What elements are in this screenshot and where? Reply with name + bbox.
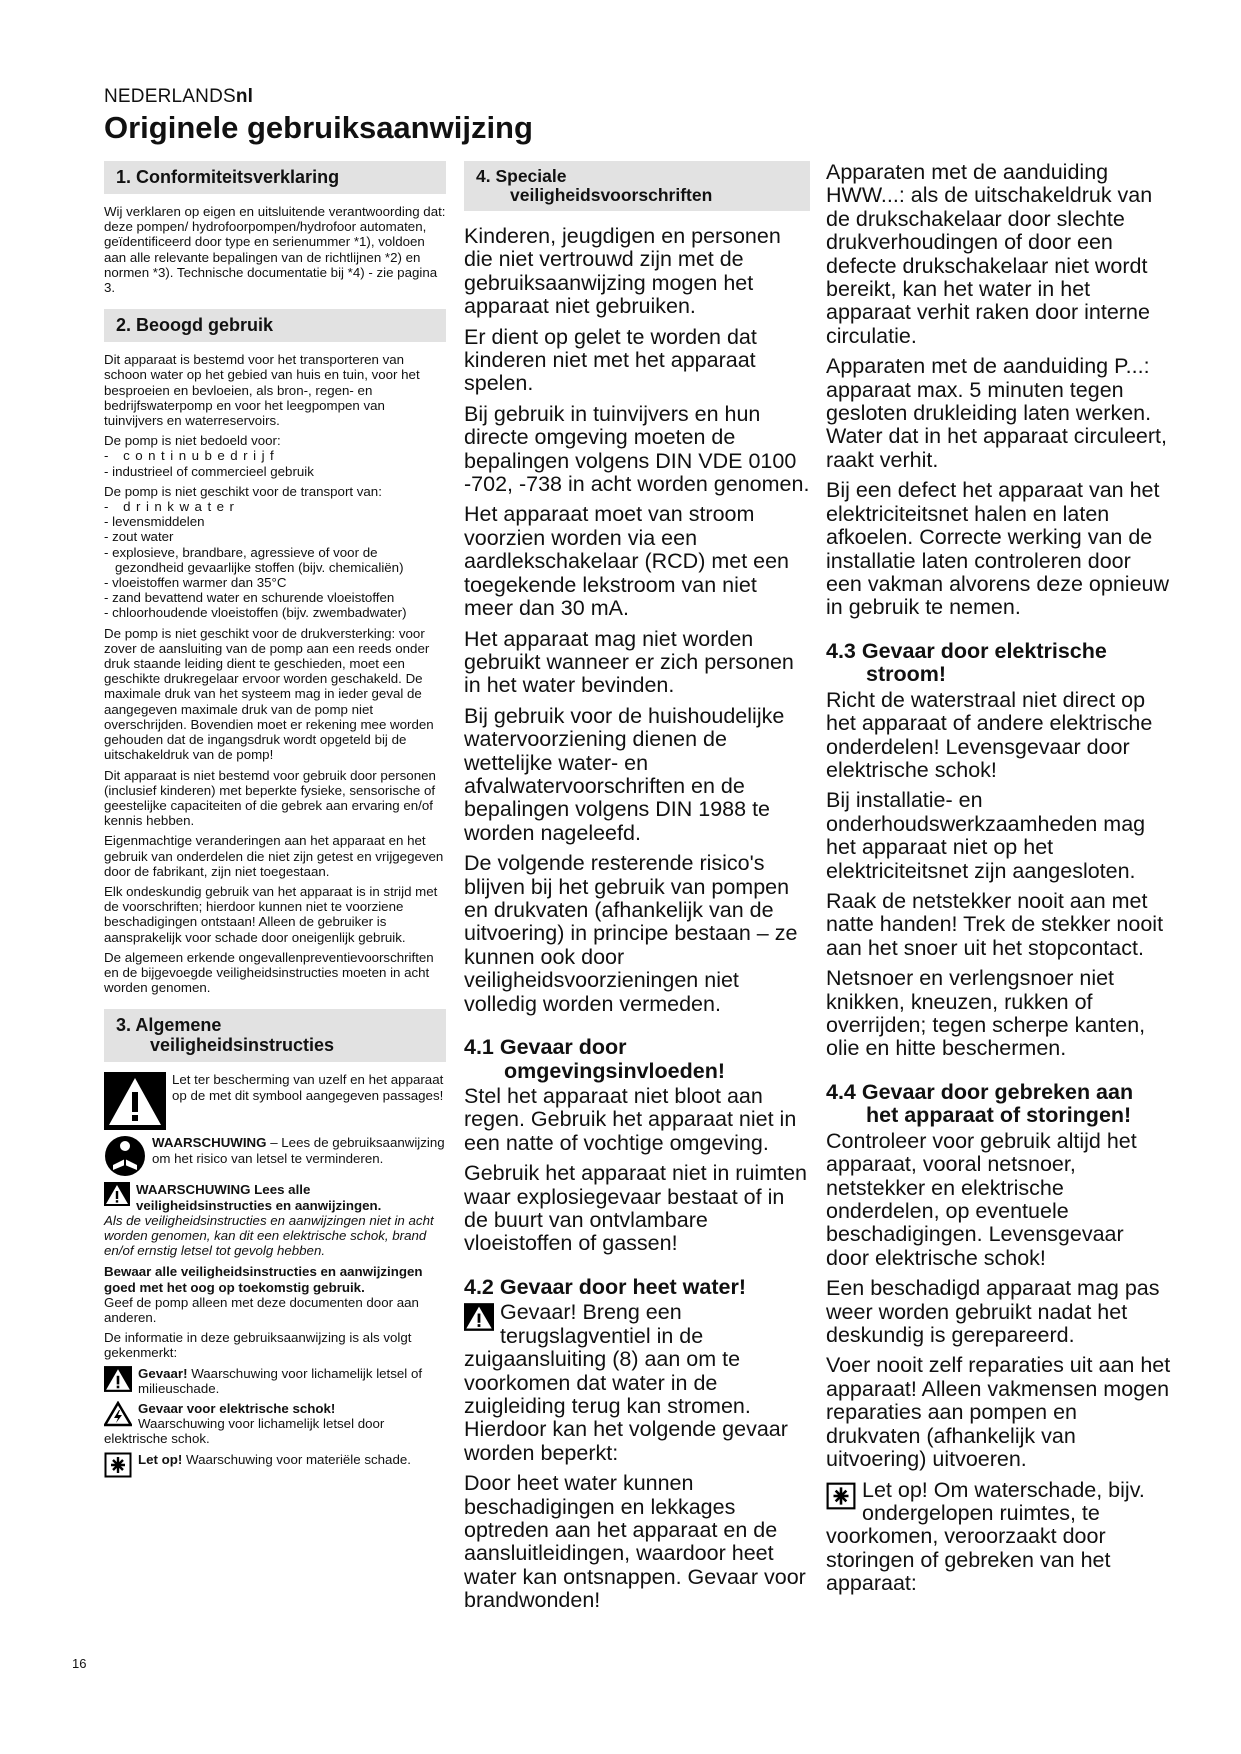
page-number: 16 [72, 1656, 87, 1671]
paragraph: Apparaten met de aanduiding HWW...: als de uitschakeldruk van de drukschakelaar door slechte drukverhoudingen of door een defecte drukschakelaar niet wordt bereikt, kan het water in het apparaat verhit raken door interne circulatie. [826, 160, 1153, 348]
language-code: nl [235, 86, 254, 107]
note-legend [104, 1452, 446, 1478]
keep-instructions [104, 1264, 446, 1325]
warning-triangle-icon [464, 1303, 494, 1331]
keep-instructions-text: Geef de pomp alleen met deze documenten door aan anderen. [104, 1294, 419, 1325]
section-heading-4-line2: veiligheidsvoorschriften [510, 185, 713, 205]
paragraph: Het apparaat moet van stroom voorzien worden via een aardlekschakelaar (RCD) met een toegekende lekstroom van niet meer dan 30 mA. [464, 502, 790, 621]
section-heading-3 [104, 1009, 446, 1062]
subsection-heading-line2: stroom! [866, 662, 947, 687]
not-intended-intro: De pomp is niet bedoeld voor: [104, 433, 281, 449]
paragraph: Stel het apparaat niet bloot aan regen. Gebruik het apparaat niet in een natte of vochtige omgeving. [464, 1084, 797, 1155]
paragraph: Apparaten met de aanduiding P...: apparaat max. 5 minuten tegen gesloten drukleiding laten werken. Water dat in het apparaat circuleert, raakt verhit. [826, 354, 1167, 472]
info-text: De informatie in deze gebruiksaanwijzing is als volgt gekenmerkt: [104, 1330, 412, 1361]
section-heading-4 [464, 161, 810, 211]
pressure-text: De pomp is niet geschikt voor de drukversterking: voor zover de aansluiting van de pomp aan een reeds onder druk staande leiding dient te geschieden, moet een geschikte drukregelaar ervoor worden geschakeld. De maximale druk van het systeem mag in ieder geval de aangegeven maximale druk van de pomp niet overschrijden. Bovendien moet er rekening mee worden gehouden dat de ingangsdruk wordt opgeteld bij de uitschakeldruk van de pomp! [104, 625, 434, 763]
symbol-notice-text: Let ter bescherming van uzelf en het apparaat op de met dit symbool aangegeven passages! [172, 1072, 444, 1103]
list-item: - drinkwater [104, 499, 240, 515]
language-name: NEDERLANDS [104, 86, 236, 107]
page-title: Originele gebruiksaanwijzing [104, 110, 533, 145]
paragraph: Bij gebruik voor de huishoudelijke watervoorziening dienen de wettelijke water- en afvalwatervoorschriften en de bepalingen volgens DIN 1988 te worden nageleefd. [464, 703, 785, 845]
warning-triangle-icon [104, 1182, 130, 1206]
note-legend-bold: Let op! [138, 1451, 183, 1467]
section-heading-3-line1: 3. Algemene [116, 1015, 222, 1036]
warning-triangle-icon [104, 1366, 132, 1392]
language-label [104, 86, 253, 108]
danger-legend-bold: Gevaar! [138, 1365, 188, 1381]
water-damage-note-text: Let op! Om waterschade, bijv. ondergelopen ruimtes, te voorkomen, veroorzaakt door storingen of gebreken van het apparaat: [826, 1477, 1145, 1596]
improper-use-text: Elk ondeskundig gebruik van het apparaat is in strijd met de voorschriften; hierdoor kunnen niet te voorziene beschadigingen ontstaan! Alleen de gebruiker is aansprakelijk voor schade door oneigenlijk gebruik. [104, 883, 438, 945]
column-3 [826, 161, 1172, 1603]
paragraph: Raak de netstekker nooit aan met natte handen! Trek de stekker nooit aan het snoer uit het stopcontact. [826, 888, 1164, 960]
intended-use-text: Dit apparaat is bestemd voor het transporteren van schoon water op het gebied van huis en tuin, voor het besproeien en bevloeien, als bron-, regen- en bedrijfswaterpomp en voor het leegpompen van tuinvijvers en waterreservoirs. [104, 352, 420, 429]
symbol-notice [104, 1072, 446, 1130]
electric-legend-bold: Gevaar voor elektrische schok! [138, 1400, 336, 1416]
conformity-text: Wij verklaren op eigen en uitsluitende verantwoording dat: deze pompen/ hydrofoorpompen/hydrofoor automaten, geïdentificeerd door type en serienummer *1), voldoen aan alle relevante bepalingen van de richtlijnen *2) en normen *3). Technische documentatie bij *4) - zie pagina 3. [104, 204, 446, 296]
hot-water-danger-text: Gevaar! Breng een terugslagventiel in de zuigaansluiting (8) aan om te voorkomen dat water in de zuigleiding terug kan stromen. Hierdoor kan het volgende gevaar worden beperkt: [464, 1300, 788, 1465]
hot-water-danger [464, 1301, 810, 1465]
water-damage-note [826, 1479, 1172, 1596]
attention-star-icon [826, 1482, 856, 1510]
accident-prevention-text: De algemeen erkende ongevallenpreventievoorschriften en de bijgevoegde veiligheidsinstructies moeten in acht worden genomen. [104, 949, 434, 996]
electric-legend-text: Waarschuwing voor lichamelijk letsel door elektrische schok. [104, 1416, 385, 1447]
electric-legend [104, 1401, 446, 1447]
not-suitable-intro: De pomp is niet geschikt voor de transport van: [104, 483, 382, 499]
subsection-heading-4-1 [464, 1036, 810, 1083]
subsection-heading-4-2: 4.2 Gevaar door heet water! [464, 1274, 746, 1299]
section-heading-1: 1. Conformiteitsverklaring [104, 161, 446, 194]
list-item: - vloeistoffen warmer dan 35°C [104, 575, 287, 591]
list-item: - explosieve, brandbare, agressieve of voor de gezondheid gevaarlijke stoffen (bijv. chemicaliën) [104, 544, 404, 575]
read-manual-text: – Lees de gebruiksaanwijzing om het risico van letsel te verminderen. [152, 1135, 445, 1166]
paragraph: Voer nooit zelf reparaties uit aan het apparaat! Alleen vakmensen mogen reparaties aan pompen en drukvaten (afhankelijk van uitvoering) uitvoeren. [826, 1353, 1171, 1472]
keep-instructions-bold: Bewaar alle veiligheidsinstructies en aanwijzingen goed met het oog op toekomstig gebruik. [104, 1264, 423, 1295]
read-manual-bold: WAARSCHUWING [152, 1135, 267, 1151]
section-heading-2: 2. Beoogd gebruik [104, 309, 446, 342]
persons-text: Dit apparaat is niet bestemd voor gebruik door personen (inclusief kinderen) met beperkte fysieke, sensorische of geestelijke capaciteiten of die gebrek aan ervaring en/of kennis hebben. [104, 767, 436, 829]
list-item: - levensmiddelen [104, 514, 205, 530]
general-warning-italic: Als de veiligheidsinstructies en aanwijzingen niet in acht worden genomen, kan dit een elektrische schok, brand en/of ernstig letsel tot gevolg hebben. [104, 1212, 434, 1259]
paragraph: Bij een defect het apparaat van het elektriciteitsnet halen en laten afkoelen. Correcte werking van de installatie laten controleren door een vakman alvorens deze opnieuw in gebruik te nemen. [826, 478, 1170, 620]
warning-triangle-large-icon [104, 1072, 166, 1130]
general-warning [104, 1182, 446, 1258]
paragraph: Kinderen, jeugdigen en personen die niet vertrouwd zijn met de gebruiksaanwijzing mogen het apparaat niet gebruiken. [464, 224, 781, 319]
read-manual-icon [104, 1135, 146, 1177]
paragraph: Het apparaat mag niet worden gebruikt wanneer er zich personen in het water bevinden. [464, 626, 794, 698]
paragraph: Gebruik het apparaat niet in ruimten waar explosiegevaar bestaat of in de buurt van ontvlambare vloeistoffen of gassen! [464, 1161, 808, 1256]
general-warning-bold: WAARSCHUWING Lees alle veiligheidsinstructies en aanwijzingen. [136, 1182, 382, 1213]
paragraph: Netsnoer en verlengsnoer niet knikken, kneuzen, rukken of overrijden; tegen scherpe kanten, olie en hitte beschermen. [826, 966, 1146, 1061]
subsection-heading-line2: omgevingsinvloeden! [504, 1058, 726, 1083]
attention-star-icon [104, 1452, 132, 1478]
subsection-heading-line2: het apparaat of storingen! [866, 1103, 1132, 1128]
paragraph: Er dient op gelet te worden dat kinderen niet met het apparaat spelen. [464, 324, 757, 396]
paragraph: Een beschadigd apparaat mag pas weer worden gebruikt nadat het deskundig is gerepareerd. [826, 1276, 1160, 1348]
paragraph: Controleer voor gebruik altijd het apparaat, vooral netsnoer, netstekker en elektrische onderdelen, op eventuele beschadigingen. Levensgevaar door elektrische schok! [826, 1128, 1137, 1270]
section-heading-4-line1: 4. Speciale [476, 166, 567, 186]
paragraph: Bij installatie- en onderhoudswerkzaamheden mag het apparaat niet op het elektriciteitsnet zijn aangesloten. [826, 788, 1146, 883]
column-1 [104, 161, 446, 1483]
paragraph: Door heet water kunnen beschadigingen en lekkages optreden aan het apparaat en de aansluitleidingen, waardoor heet water kan ontsnappen. Gevaar voor brandwonden! [464, 1471, 806, 1613]
section-heading-3-line2: veiligheidsinstructies [150, 1035, 335, 1056]
subsection-heading-4-3 [826, 640, 1172, 687]
paragraph: Richt de waterstraal niet direct op het apparaat of andere elektrische onderdelen! Levensgevaar door elektrische schok! [826, 687, 1153, 782]
electric-shock-icon [104, 1401, 132, 1427]
list-item: - continubedrijf [104, 448, 280, 464]
subsection-heading-line1: 4.1 Gevaar door [464, 1035, 627, 1059]
list-item: - chloorhoudende vloeistoffen (bijv. zwembadwater) [104, 605, 407, 621]
list-item: - industrieel of commercieel gebruik [104, 463, 314, 479]
subsection-heading-line1: 4.4 Gevaar door gebreken aan [826, 1079, 1134, 1104]
danger-legend-text: Waarschuwing voor lichamelijk letsel of milieuschade. [138, 1365, 423, 1396]
paragraph: De volgende resterende risico's blijven bij het gebruik van pompen en drukvaten (afhankelijk van de uitvoering) in principe bestaan – ze kunnen ook door veiligheidsvoorzieningen niet volledig worden vermeden. [464, 851, 798, 1016]
note-legend-text: Waarschuwing voor materiële schade. [182, 1451, 411, 1467]
column-2 [464, 161, 810, 1620]
subsection-heading-line1: 4.3 Gevaar door elektrische [826, 638, 1107, 663]
list-item: - zout water [104, 529, 174, 545]
read-manual-notice [104, 1135, 446, 1177]
list-item: - zand bevattend water en schurende vloeistoffen [104, 590, 395, 606]
modifications-text: Eigenmachtige veranderingen aan het apparaat en het gebruik van onderdelen die niet zijn getest en vrijgegeven door de fabrikant, zijn niet toegestaan. [104, 833, 444, 879]
danger-legend [104, 1366, 446, 1396]
subsection-heading-4-4 [826, 1081, 1172, 1128]
paragraph: Bij gebruik in tuinvijvers en hun directe omgeving moeten de bepalingen volgens DIN VDE 0100 -702, -738 in acht worden genomen. [464, 401, 810, 497]
